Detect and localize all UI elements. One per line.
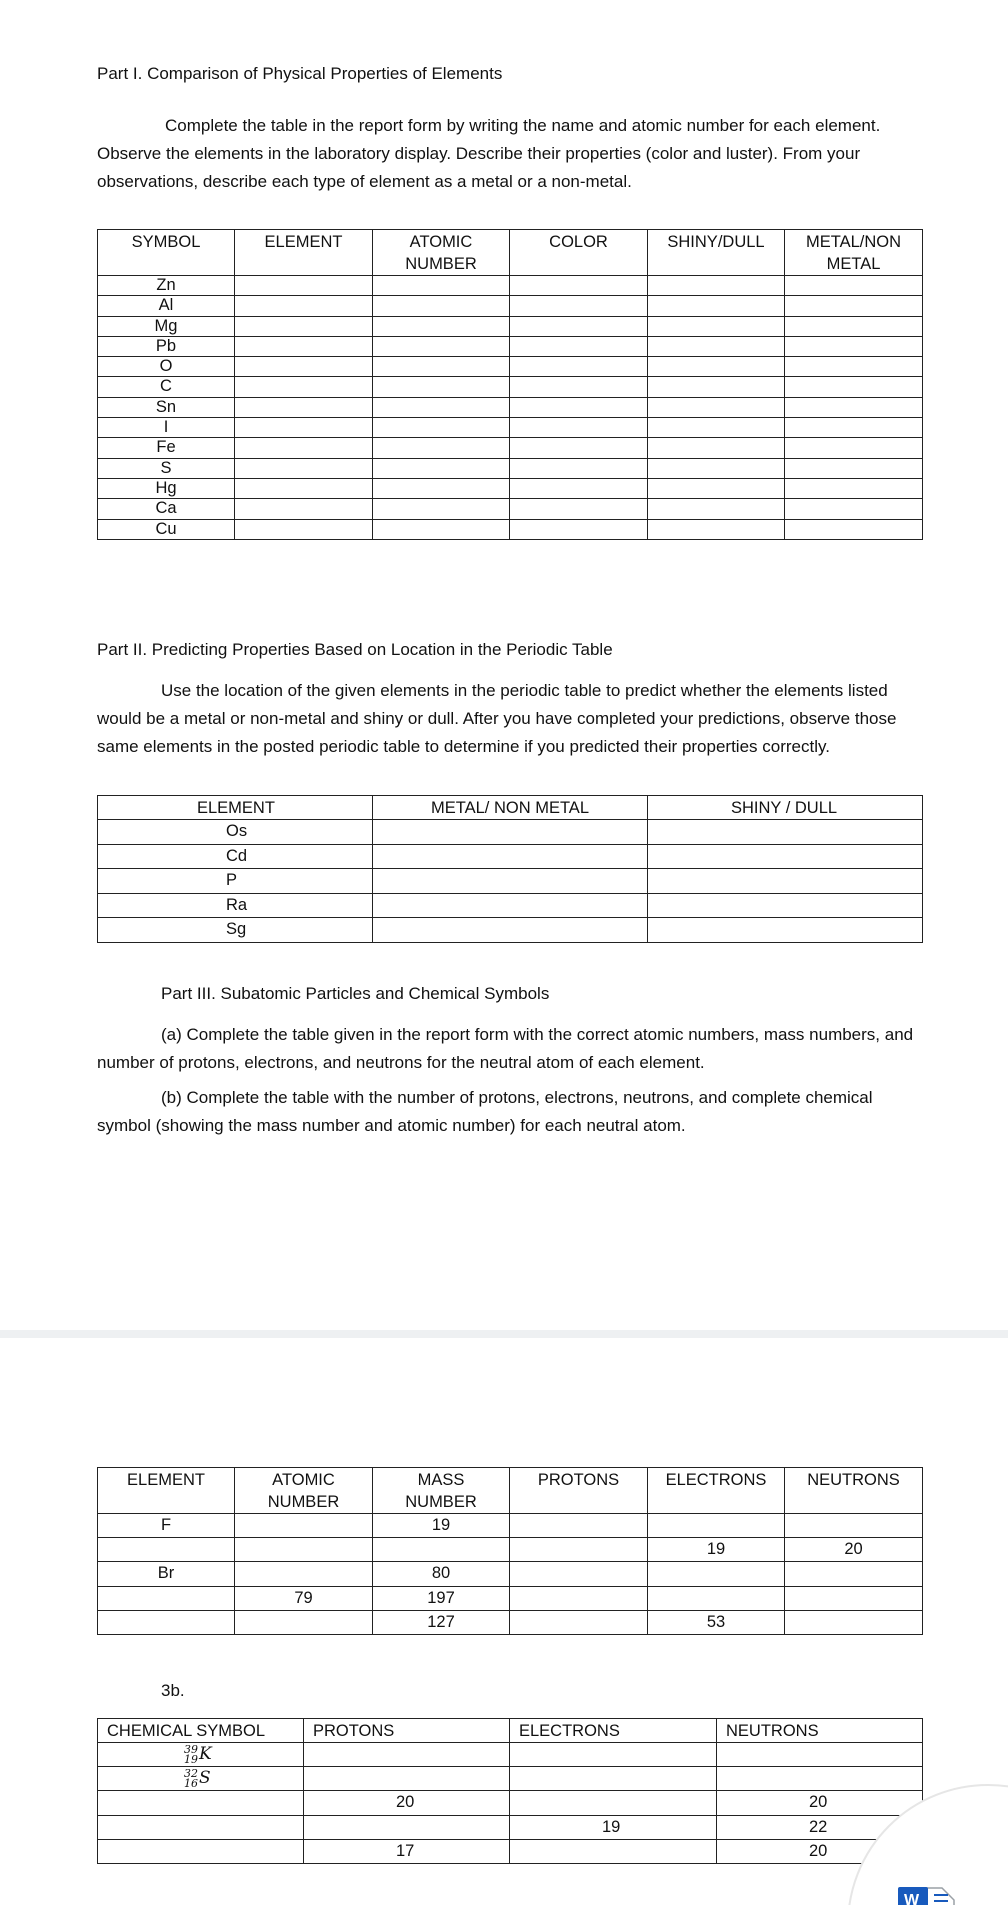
atomic-number-cell[interactable] (373, 499, 510, 519)
element-cell[interactable] (235, 519, 373, 539)
neutrons-cell[interactable] (785, 1586, 923, 1610)
neutrons-cell[interactable] (785, 1610, 923, 1634)
element-letter: K (199, 1744, 212, 1764)
table-header-row (98, 796, 923, 820)
element-cell[interactable] (235, 377, 373, 397)
mass-number-cell[interactable]: 80 (373, 1562, 510, 1586)
metal-nonmetal-cell[interactable] (373, 918, 648, 943)
metal-nonmetal-cell[interactable] (785, 276, 923, 296)
protons-cell[interactable] (510, 1538, 648, 1562)
atomic-number-cell[interactable] (373, 276, 510, 296)
color-cell[interactable] (510, 519, 648, 539)
shiny-dull-cell[interactable] (648, 336, 785, 356)
atomic-number-cell[interactable] (373, 458, 510, 478)
col-header-color: COLOR (510, 230, 648, 276)
symbol-cell: Zn (98, 276, 235, 296)
protons-cell[interactable]: 20 (304, 1791, 510, 1815)
col-header-shiny-dull: SHINY/DULL (648, 230, 785, 276)
protons-cell[interactable]: 17 (304, 1839, 510, 1863)
table-row (98, 418, 923, 438)
shiny-dull-cell[interactable] (648, 844, 923, 869)
neutrons-cell[interactable] (785, 1562, 923, 1586)
metal-nonmetal-cell[interactable] (373, 893, 648, 918)
protons-cell[interactable] (510, 1514, 648, 1538)
metal-nonmetal-cell[interactable] (785, 458, 923, 478)
atomic-number-cell[interactable] (235, 1538, 373, 1562)
col-header-element: ELEMENT (98, 1468, 235, 1514)
symbol-cell: Mg (98, 316, 235, 336)
table-row (98, 1767, 923, 1791)
metal-nonmetal-cell[interactable] (785, 377, 923, 397)
atomic-number-cell[interactable] (373, 377, 510, 397)
table-row (98, 296, 923, 316)
mass-number-superscript: 32 (184, 1766, 198, 1780)
shiny-dull-cell[interactable] (648, 418, 785, 438)
protons-cell[interactable] (304, 1815, 510, 1839)
shiny-dull-cell[interactable] (648, 499, 785, 519)
electrons-cell[interactable] (648, 1514, 785, 1538)
col-header-element: ELEMENT (98, 796, 373, 820)
electrons-cell[interactable]: 19 (510, 1815, 717, 1839)
element-cell[interactable]: Br (98, 1562, 235, 1586)
page-separator (0, 1330, 1008, 1338)
atomic-number-cell[interactable]: 79 (235, 1586, 373, 1610)
element-cell[interactable] (235, 418, 373, 438)
table-row (98, 458, 923, 478)
neutrons-cell[interactable] (785, 1514, 923, 1538)
atomic-number-cell[interactable] (373, 336, 510, 356)
part3-table-a (97, 1467, 923, 1635)
shiny-dull-cell[interactable] (648, 519, 785, 539)
metal-nonmetal-cell[interactable] (785, 397, 923, 417)
shiny-dull-cell[interactable] (648, 918, 923, 943)
word-logo-letter: W (904, 1892, 920, 1905)
atomic-number-cell[interactable] (373, 296, 510, 316)
element-cell[interactable] (98, 1586, 235, 1610)
table-row (98, 1791, 923, 1815)
shiny-dull-cell[interactable] (648, 357, 785, 377)
protons-cell[interactable] (304, 1767, 510, 1791)
atomic-number-cell[interactable] (373, 519, 510, 539)
col-header-protons: PROTONS (304, 1719, 510, 1743)
col-header-metal-nonmetal: METAL/ NON METAL (373, 796, 648, 820)
symbol-cell: Pb (98, 336, 235, 356)
shiny-dull-cell[interactable] (648, 458, 785, 478)
part3-title: Part III. Subatomic Particles and Chemical Symbols (161, 984, 550, 1003)
table-row (98, 438, 923, 458)
table-row (98, 478, 923, 498)
color-cell[interactable] (510, 296, 648, 316)
color-cell[interactable] (510, 499, 648, 519)
neutrons-cell[interactable]: 22 (717, 1815, 923, 1839)
table-row (98, 316, 923, 336)
table-row (98, 893, 923, 918)
electrons-cell[interactable] (510, 1791, 717, 1815)
color-cell[interactable] (510, 397, 648, 417)
atomic-number-cell[interactable] (373, 357, 510, 377)
col-header-mass-number: MASS NUMBER (373, 1468, 510, 1514)
color-cell[interactable] (510, 316, 648, 336)
symbol-cell: C (98, 377, 235, 397)
col-header-protons: PROTONS (510, 1468, 648, 1514)
table-row (98, 519, 923, 539)
atomic-number-cell[interactable] (235, 1514, 373, 1538)
element-cell[interactable] (98, 1610, 235, 1634)
part3-instruction-b: (b) Complete the table with the number of protons, electrons, neutrons, and complete chemical symbol (showing the mass number and atomic number) for each neutral atom. (97, 1088, 873, 1135)
color-cell[interactable] (510, 458, 648, 478)
shiny-dull-cell[interactable] (648, 893, 923, 918)
col-header-electrons: ELECTRONS (510, 1719, 717, 1743)
col-header-atomic-number: ATOMIC NUMBER (235, 1468, 373, 1514)
word-app-icon[interactable] (838, 1775, 1008, 1905)
electrons-cell[interactable] (648, 1586, 785, 1610)
metal-nonmetal-cell[interactable] (785, 336, 923, 356)
table-row (98, 1743, 923, 1767)
electrons-cell[interactable] (510, 1767, 717, 1791)
atomic-number-cell[interactable] (373, 438, 510, 458)
mass-number-cell[interactable]: 197 (373, 1586, 510, 1610)
chemical-symbol-cell[interactable] (98, 1767, 304, 1791)
metal-nonmetal-cell[interactable] (785, 499, 923, 519)
metal-nonmetal-cell[interactable] (373, 869, 648, 894)
element-cell: Ra (98, 893, 373, 918)
col-header-metal-nonmetal: METAL/NON METAL (785, 230, 923, 276)
table-row (98, 276, 923, 296)
symbol-cell: S (98, 458, 235, 478)
metal-nonmetal-cell[interactable] (785, 438, 923, 458)
shiny-dull-cell[interactable] (648, 478, 785, 498)
shiny-dull-cell[interactable] (648, 377, 785, 397)
element-cell[interactable] (235, 336, 373, 356)
document-page-2 (0, 1338, 1008, 1905)
color-cell[interactable] (510, 418, 648, 438)
neutrons-cell[interactable]: 20 (717, 1839, 923, 1863)
metal-nonmetal-cell[interactable] (373, 844, 648, 869)
col-header-electrons: ELECTRONS (648, 1468, 785, 1514)
table-header-row (98, 1719, 923, 1743)
chemical-symbol-cell[interactable] (98, 1815, 304, 1839)
nuclide-symbol (184, 1743, 212, 1765)
electrons-cell[interactable] (648, 1562, 785, 1586)
table-row (98, 499, 923, 519)
symbol-cell: Cu (98, 519, 235, 539)
metal-nonmetal-cell[interactable] (785, 316, 923, 336)
metal-nonmetal-cell[interactable] (785, 519, 923, 539)
atomic-number-cell[interactable] (373, 418, 510, 438)
color-cell[interactable] (510, 478, 648, 498)
symbol-cell: Hg (98, 478, 235, 498)
neutrons-cell[interactable]: 20 (717, 1791, 923, 1815)
element-cell[interactable] (235, 357, 373, 377)
table-row (98, 336, 923, 356)
atomic-number-subscript: 19 (184, 1752, 198, 1766)
metal-nonmetal-cell[interactable] (785, 478, 923, 498)
table-row (98, 377, 923, 397)
shiny-dull-cell[interactable] (648, 276, 785, 296)
col-header-symbol: SYMBOL (98, 230, 235, 276)
protons-cell[interactable] (510, 1586, 648, 1610)
chemical-symbol-cell[interactable] (98, 1791, 304, 1815)
atomic-number-cell[interactable] (373, 397, 510, 417)
protons-cell[interactable] (304, 1743, 510, 1767)
element-cell: P (98, 869, 373, 894)
table-row (98, 820, 923, 845)
shiny-dull-cell[interactable] (648, 316, 785, 336)
color-cell[interactable] (510, 357, 648, 377)
table-row (98, 1815, 923, 1839)
symbol-cell: Fe (98, 438, 235, 458)
color-cell[interactable] (510, 276, 648, 296)
mass-number-superscript: 39 (184, 1742, 198, 1756)
col-header-atomic-number: ATOMIC NUMBER (373, 230, 510, 276)
col-header-chemical-symbol: CHEMICAL SYMBOL (98, 1719, 304, 1743)
electrons-cell[interactable] (510, 1743, 717, 1767)
element-cell[interactable]: F (98, 1514, 235, 1538)
atomic-number-cell[interactable] (235, 1610, 373, 1634)
element-cell[interactable] (235, 438, 373, 458)
element-cell[interactable] (235, 499, 373, 519)
metal-nonmetal-cell[interactable] (785, 296, 923, 316)
color-cell[interactable] (510, 438, 648, 458)
shiny-dull-cell[interactable] (648, 869, 923, 894)
symbol-cell: O (98, 357, 235, 377)
table-row (98, 869, 923, 894)
atomic-number-cell[interactable] (235, 1562, 373, 1586)
col-header-neutrons: NEUTRONS (785, 1468, 923, 1514)
part3-table-b (97, 1718, 923, 1864)
chemical-symbol-cell[interactable] (98, 1743, 304, 1767)
col-header-neutrons: NEUTRONS (717, 1719, 923, 1743)
part1-instructions: Complete the table in the report form by writing the name and atomic number for each element. Observe the elements in the laboratory display. Describe their properties (color and luster). From your observations, describe each type of element as a metal or a non-metal. (97, 116, 881, 191)
electrons-cell[interactable] (510, 1839, 717, 1863)
col-header-shiny-dull: SHINY / DULL (648, 796, 923, 820)
shiny-dull-cell[interactable] (648, 820, 923, 845)
metal-nonmetal-cell[interactable] (785, 357, 923, 377)
part2-table (97, 795, 923, 943)
element-cell[interactable] (235, 296, 373, 316)
atomic-number-subscript: 16 (184, 1776, 198, 1790)
table-row (98, 844, 923, 869)
part2-instructions: Use the location of the given elements in the periodic table to predict whether the elements listed would be a metal or non-metal and shiny or dull. After you have completed your predictions, observe those same elements in the posted periodic table to determine if you predicted their properties correctly. (97, 681, 897, 756)
element-cell[interactable] (235, 397, 373, 417)
chemical-symbol-cell[interactable] (98, 1839, 304, 1863)
shiny-dull-cell[interactable] (648, 296, 785, 316)
symbol-cell: Al (98, 296, 235, 316)
table-row (98, 1586, 923, 1610)
part3-instruction-a: (a) Complete the table given in the report form with the correct atomic numbers, mass numbers, and number of protons, electrons, and neutrons for the neutral atom of each element. (97, 1025, 914, 1072)
metal-nonmetal-cell[interactable] (373, 820, 648, 845)
atomic-number-cell[interactable] (373, 316, 510, 336)
color-cell[interactable] (510, 336, 648, 356)
electrons-cell[interactable]: 53 (648, 1610, 785, 1634)
element-cell[interactable] (98, 1538, 235, 1562)
color-cell[interactable] (510, 377, 648, 397)
symbol-cell: Ca (98, 499, 235, 519)
col-header-element: ELEMENT (235, 230, 373, 276)
part1-title: Part I. Comparison of Physical Properties of Elements (97, 64, 503, 83)
symbol-cell: I (98, 418, 235, 438)
element-letter: S (199, 1768, 211, 1789)
element-cell[interactable] (235, 316, 373, 336)
table-header-row (98, 1468, 923, 1514)
table-row (98, 918, 923, 943)
table-row (98, 1562, 923, 1586)
mass-number-cell[interactable] (373, 1538, 510, 1562)
element-cell[interactable] (235, 276, 373, 296)
atomic-number-cell[interactable] (373, 478, 510, 498)
neutrons-cell[interactable] (717, 1743, 923, 1767)
electrons-cell[interactable]: 19 (648, 1538, 785, 1562)
mass-number-cell[interactable]: 127 (373, 1610, 510, 1634)
protons-cell[interactable] (510, 1610, 648, 1634)
table-row (98, 397, 923, 417)
symbol-cell: Sn (98, 397, 235, 417)
element-cell[interactable] (235, 458, 373, 478)
element-cell: Cd (98, 844, 373, 869)
protons-cell[interactable] (510, 1562, 648, 1586)
neutrons-cell[interactable]: 20 (785, 1538, 923, 1562)
element-cell: Sg (98, 918, 373, 943)
table-row (98, 1538, 923, 1562)
part2-title: Part II. Predicting Properties Based on Location in the Periodic Table (97, 640, 613, 659)
mass-number-cell[interactable]: 19 (373, 1514, 510, 1538)
shiny-dull-cell[interactable] (648, 397, 785, 417)
element-cell: Os (98, 820, 373, 845)
label-3b: 3b. (161, 1681, 185, 1700)
part1-table (97, 229, 923, 540)
table-header-row (98, 230, 923, 276)
metal-nonmetal-cell[interactable] (785, 418, 923, 438)
shiny-dull-cell[interactable] (648, 438, 785, 458)
table-row (98, 1610, 923, 1634)
element-cell[interactable] (235, 478, 373, 498)
table-row (98, 1839, 923, 1863)
nuclide-symbol (184, 1767, 211, 1789)
table-row (98, 357, 923, 377)
table-row (98, 1514, 923, 1538)
